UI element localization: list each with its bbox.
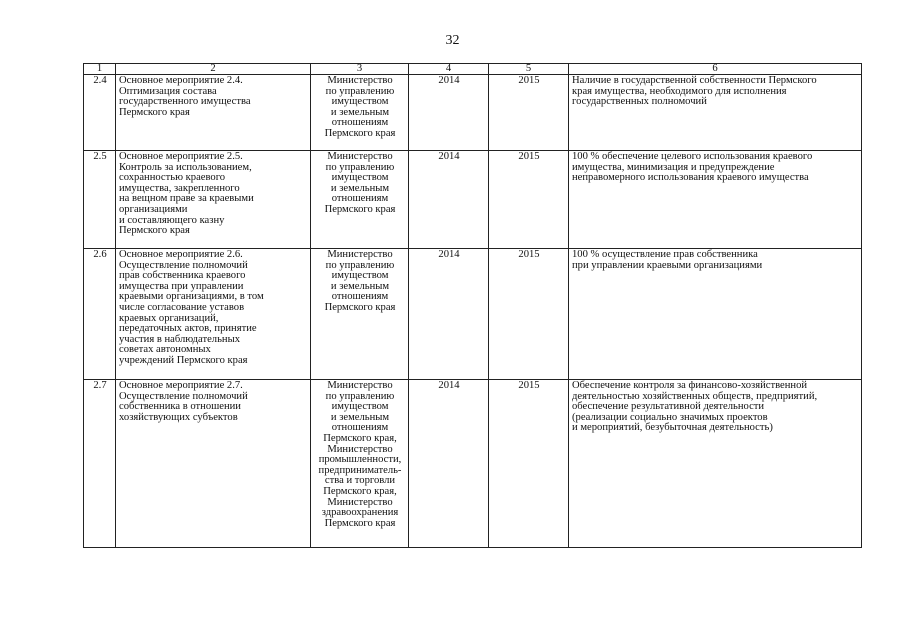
table-row: [84, 380, 862, 548]
event-cell: Основное мероприятие 2.4. Оптимизация состава государственного имущества Пермского края: [116, 75, 311, 151]
end-year-cell: 2015: [489, 249, 569, 380]
event-cell: Основное мероприятие 2.7. Осуществление полномочий собственника в отношении хозяйствующих субъектов: [116, 380, 311, 548]
row-number: 2.4: [84, 75, 116, 151]
row-number: 2.5: [84, 151, 116, 249]
end-year-cell: 2015: [489, 151, 569, 249]
page-number: 32: [445, 33, 460, 48]
header-cell: 2: [116, 64, 311, 75]
executor-cell: Министерство по управлению имуществом и земельным отношениям Пермского края: [311, 75, 409, 151]
start-year-cell: 2014: [409, 75, 489, 151]
start-year-cell: 2014: [409, 151, 489, 249]
program-table: [83, 63, 862, 548]
row-number: 2.6: [84, 249, 116, 380]
header-cell: 4: [409, 64, 489, 75]
executor-cell: Министерство по управлению имуществом и земельным отношениям Пермского края: [311, 151, 409, 249]
table-row: [84, 249, 862, 380]
table-row: [84, 151, 862, 249]
event-cell: Основное мероприятие 2.6. Осуществление полномочий прав собственника краевого имущества при управлении краевыми организациями, в том числе согласование уставов краевых организаций, передаточных актов, принятие участия в наблюдательных советах автономных учреждений Пермского края: [116, 249, 311, 380]
end-year-cell: 2015: [489, 75, 569, 151]
executor-cell: Министерство по управлению имуществом и земельным отношениям Пермского края: [311, 249, 409, 380]
result-cell: Наличие в государственной собственности Пермского края имущества, необходимого для исполнения государственных полномочий: [569, 75, 862, 151]
header-cell: 6: [569, 64, 862, 75]
header-cell: 5: [489, 64, 569, 75]
executor-cell: Министерство по управлению имуществом и земельным отношениям Пермского края, Министерство промышленности, предприниматель- ства и торговли Пермского края, Министерство здравоохранения Пермского края: [311, 380, 409, 548]
header-cell: 3: [311, 64, 409, 75]
header-cell: 1: [84, 64, 116, 75]
result-cell: 100 % осуществление прав собственника при управлении краевыми организациями: [569, 249, 862, 380]
event-cell: Основное мероприятие 2.5. Контроль за использованием, сохранностью краевого имущества, закрепленного на вещном праве за краевыми организациями и составляющего казну Пермского края: [116, 151, 311, 249]
row-number: 2.7: [84, 380, 116, 548]
table-header-row: [84, 64, 862, 75]
table-row: [84, 75, 862, 151]
start-year-cell: 2014: [409, 249, 489, 380]
result-cell: Обеспечение контроля за финансово-хозяйственной деятельностью хозяйственных обществ, предприятий, обеспечение результативной деятельности (реализации социально значимых проектов и мероприятий, безубыточная деятельность): [569, 380, 862, 548]
start-year-cell: 2014: [409, 380, 489, 548]
end-year-cell: 2015: [489, 380, 569, 548]
result-cell: 100 % обеспечение целевого использования краевого имущества, минимизация и предупреждение неправомерного использования краевого имущества: [569, 151, 862, 249]
